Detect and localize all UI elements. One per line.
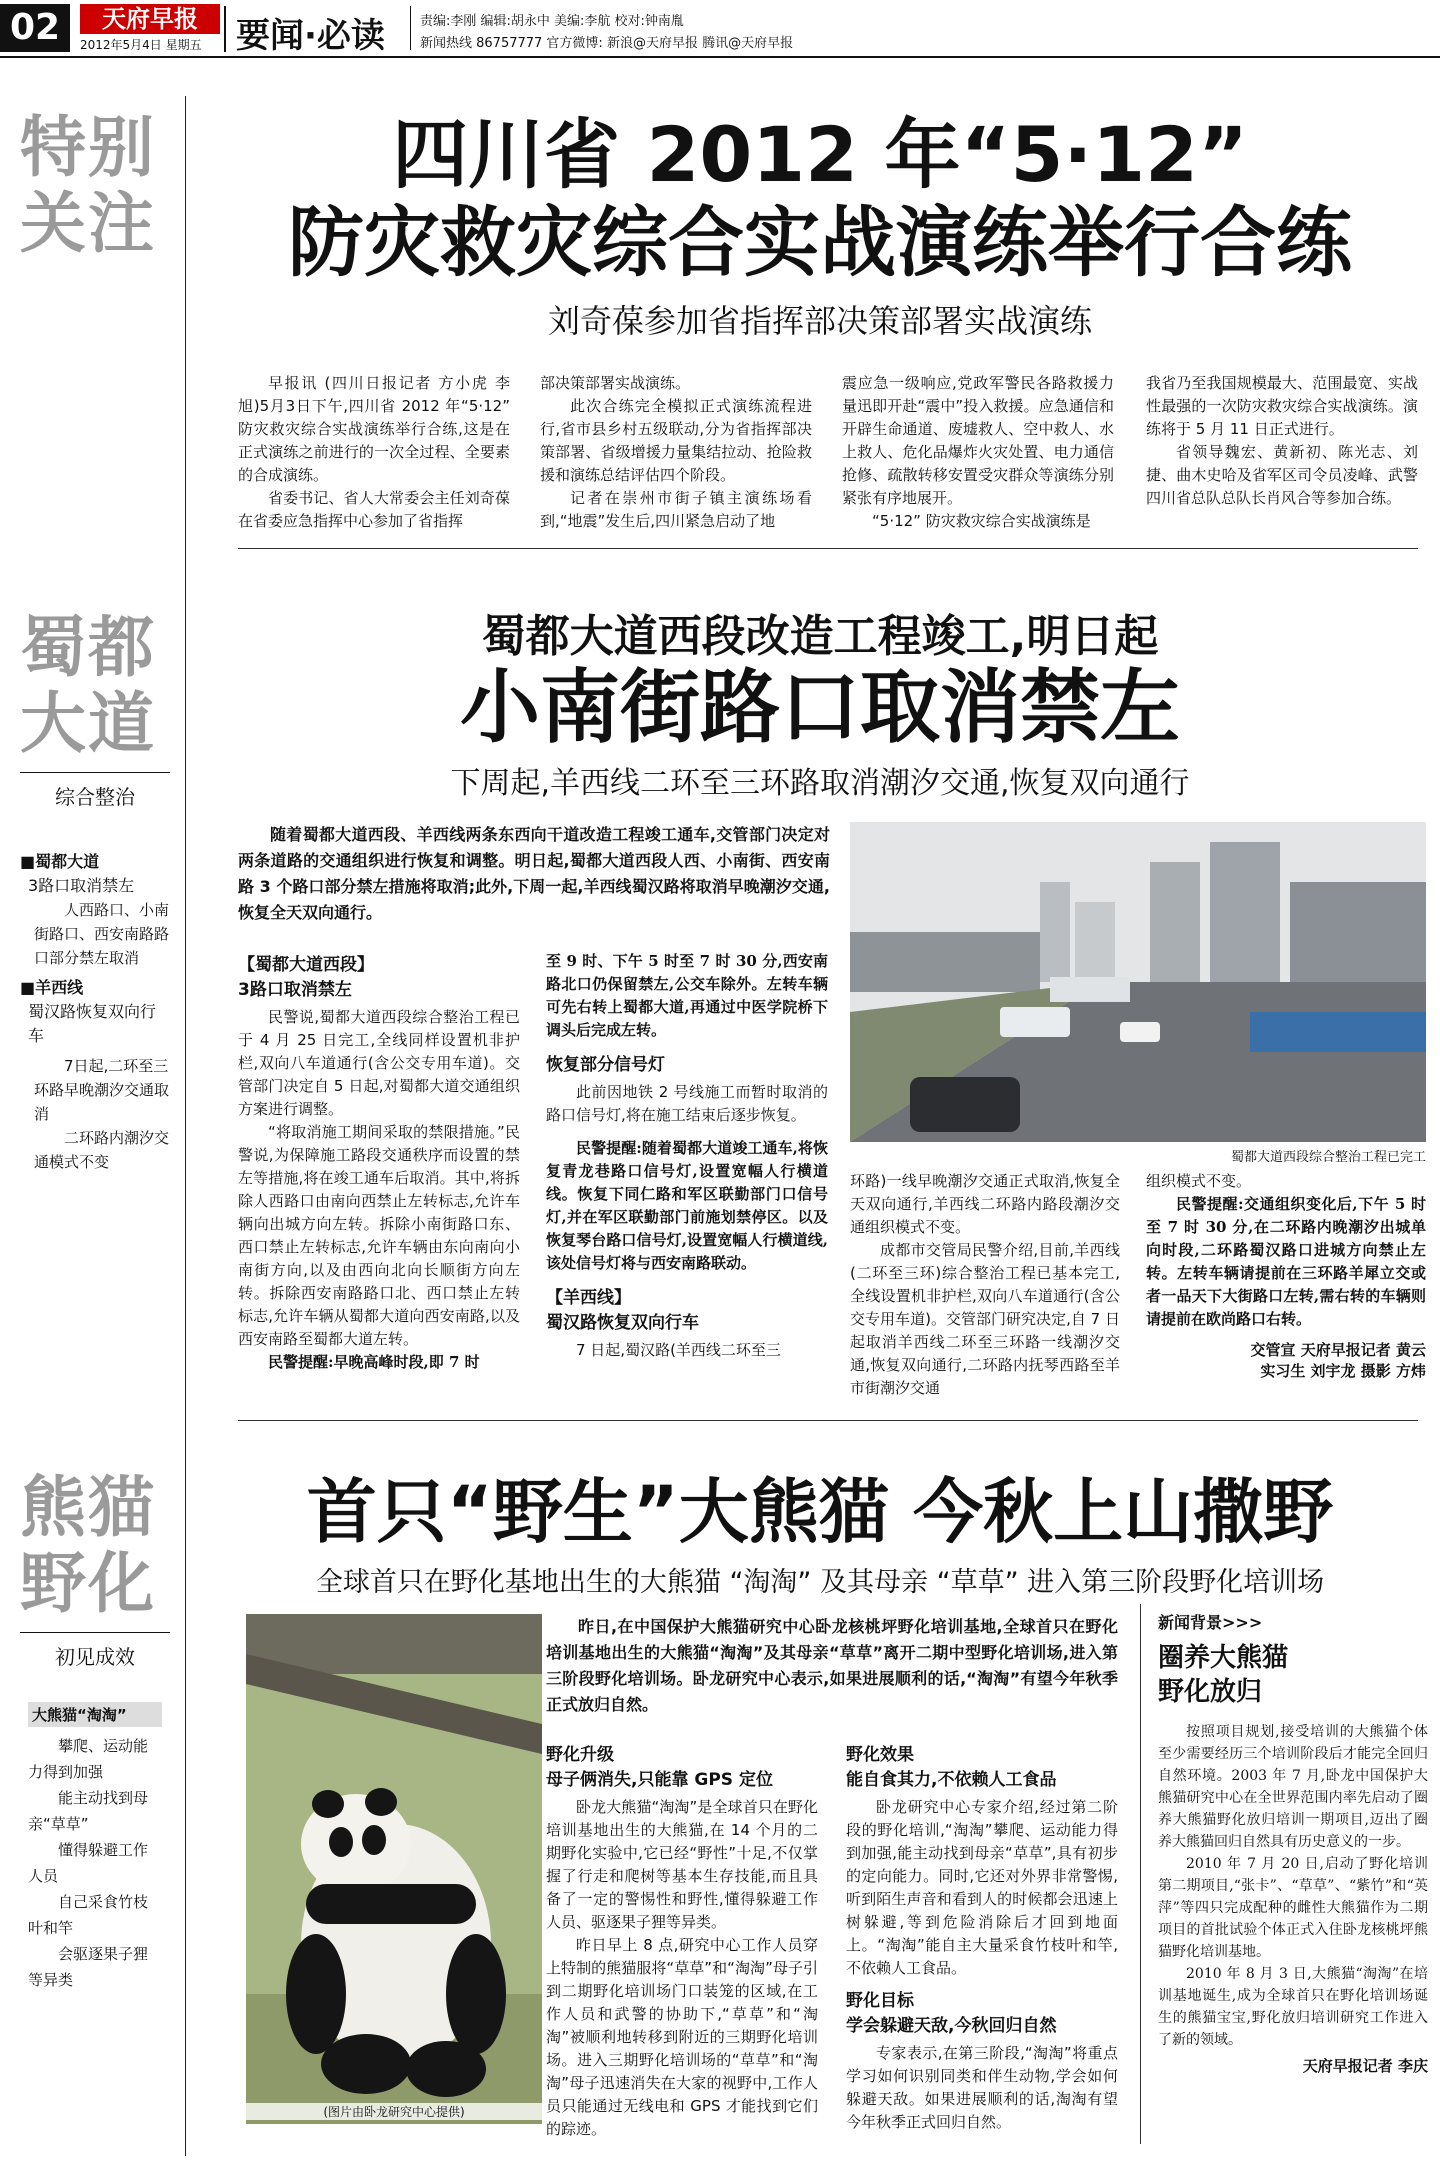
s2-kicker: 蜀都大道西段改造工程竣工,明日起	[481, 611, 1159, 662]
s2-bottom-rule	[238, 1420, 1418, 1421]
editor-credits: 责编:李刚 编辑:胡永中 美编:李航 校对:钟南胤	[420, 14, 684, 29]
s2-col2-text: 至 9 时、下午 5 时至 7 时 30 分,西安南路北口仍保留禁左,公交车除外。左转车辆可先右转上蜀都大道,再通过中医学院桥下调头后完成左转。	[546, 952, 828, 1039]
s1-side-label	[20, 110, 180, 262]
s2-col3-text: 环路)一线早晚潮汐交通正式取消,恢复全天双向通行,羊西线二环路内路段潮汐交通组织模式不变。	[850, 1172, 1120, 1236]
s3-side-line-2: 野化	[20, 1545, 156, 1622]
s3-panda-photo	[246, 1614, 542, 2124]
s1-side-line-1: 特别	[20, 109, 156, 186]
header-divider-2	[410, 6, 411, 50]
s2-col-4	[1146, 1170, 1426, 1381]
s1-subtitle: 刘奇葆参加省指挥部决策部署实战演练	[547, 302, 1092, 340]
section-title: 要闻·必读	[236, 16, 385, 56]
s2-sec2-text: 7 日起,蜀汉路(羊西线二环至三	[576, 1341, 781, 1359]
s1-col3-p1: 震应急一级响应,党政军警民各路救援力量迅即开赴“震中”投入救援。应急通信和开辟生命通道、废墟救人、空中救人、水上救人、危化品爆炸火灾处置、电力通信抢修、疏散转移安置受灾群众等演练分别紧张有序地展开。	[842, 374, 1114, 507]
s3-a-text2: 昨日早上 8 点,研究中心工作人员穿上特制的熊猫服将“草草”和“淘淘”母子引到二期野化培训场门口装笼的区域,在工作人员和武警的协助下,“草草”和“淘淘”被顺利地转移到附近的三期野化培训场。进入三期野化培训场的“草草”和“淘淘”母子迅速消失在大家的视野中,工作人员只能通过无线电和 GPS 才能找到它们的踪迹。	[546, 1936, 818, 2138]
issue-date: 2012年5月4日 星期五	[80, 38, 202, 52]
s1-col-2	[540, 372, 812, 533]
s3-c-head: 野化目标	[846, 1991, 914, 2011]
s3-bg-text3: 2010 年 8 月 3 日,大熊猫“淘淘”在培训基地诞生,成为全球首只在野化培训场诞生的熊猫宝宝,野化放归培训研究工作进入了新的领域。	[1158, 1966, 1428, 2048]
s2-lead	[238, 822, 830, 926]
header-divider	[224, 6, 226, 52]
page-number: 02	[0, 4, 70, 52]
s2-title: 小南街路口取消禁左	[460, 661, 1180, 754]
s1-col3-p2: “5·12” 防灾救灾综合实战演练是	[872, 512, 1091, 530]
s2-sec1-tip: 民警提醒:早晚高峰时段,即 7 时	[268, 1353, 480, 1371]
s2-col-3	[850, 1170, 1120, 1400]
s3-side-item-1: 攀爬、运动能力得到加强	[28, 1737, 149, 1781]
s3-a-sub: 母子俩消失,只能靠 GPS 定位	[546, 1770, 773, 1790]
side-column-rule	[185, 96, 186, 2156]
s2-col3-text2: 成都市交管局民警介绍,目前,羊西线(二环至三环)综合整治工程已基本完工,全线设置机非护栏,双向八车道通行(含公交专用车道)。交管部门研究决定,自 7 日起取消羊西线二环至三环路一线潮汐交通,恢复双向通行,二环路内抚琴西路至羊市街潮汐交通	[850, 1241, 1120, 1397]
news-hotline: 新闻热线 86757777 官方微博: 新浪@天府早报 腾讯@天府早报	[420, 36, 794, 51]
s3-side-item-5: 会驱逐果子狸等异类	[28, 1945, 149, 1989]
s2-side-text-2: 7日起,二环至三环路早晚潮汐交通取消	[34, 1057, 170, 1123]
s3-bg-title-2: 野化放归	[1158, 1677, 1263, 1707]
s3-a-head: 野化升级	[546, 1745, 614, 1765]
s3-c-text: 专家表示,在第三阶段,“淘淘”将重点学习如何识别同类和伴生动物,学会如何躲避天敌。如果进展顺利的话,淘淘有望今年秋季正式回归自然。	[846, 2044, 1118, 2131]
s2-side-line-2: 大道	[20, 685, 156, 762]
s2-col-1	[238, 950, 520, 1374]
s1-col4-p1: 我省乃至我国规模最大、范围最宽、实战性最强的一次防灾救灾综合实战演练。演练将于 5 月 11 日正式进行。	[1146, 374, 1418, 438]
s2-side-head-2: ■羊西线	[20, 978, 84, 997]
s3-side-line-1: 熊猫	[20, 1469, 156, 1546]
s3-side-head: 大熊猫“淘淘”	[28, 1702, 162, 1727]
s1-col2-p3: 记者在崇州市街子镇主演练场看到,“地震”发生后,四川紧急启动了地	[540, 489, 812, 530]
s2-subtitle: 下周起,羊西线二环至三环路取消潮汐交通,恢复双向通行	[450, 766, 1190, 801]
s2-side-head-2b: 蜀汉路恢复双向行车	[28, 1002, 157, 1045]
s3-background-rule	[1140, 1604, 1141, 2144]
panda-photo-illustration	[246, 1614, 542, 2124]
s3-side-label	[20, 1470, 180, 1622]
s2-side-text-1: 人西路口、小南街路口、西安南路路口部分禁左取消	[34, 901, 170, 967]
s3-side-item-3: 懂得躲避工作人员	[28, 1841, 149, 1885]
s2-byline-1: 交管宣 天府早报记者 黄云	[1250, 1341, 1426, 1359]
s3-bg-title-1: 圈养大熊猫	[1158, 1643, 1289, 1673]
s2-byline-2: 实习生 刘宇龙 摄影 方炜	[1260, 1362, 1426, 1380]
s3-c-sub: 学会躲避天敌,今秋回归自然	[846, 2016, 1057, 2036]
s3-background-box	[1158, 1610, 1428, 2076]
s2-lead-text: 随着蜀都大道西段、羊西线两条东西向干道改造工程竣工通车,交管部门决定对两条道路的交通组织进行恢复和调整。明日起,蜀都大道西段人西、小南街、西安南路 3 个路口部分禁左措施将取消;此外,下周一起,羊西线蜀汉路将取消早晚潮汐交通,恢复全天双向通行。	[238, 825, 830, 922]
s3-b-text: 卧龙研究中心专家介绍,经过第二阶段的野化培训,“淘淘”攀爬、运动能力得到加强,能主动找到母亲“草草”,具有初步的定向能力。同时,它还对外界非常警惕,听到陌生声音和看到人的时候都会迅速上树躲避,等到危险消除后才回到地面上。“淘淘”能自主大量采食竹枝叶和竿,不依赖人工食品。	[846, 1798, 1118, 1977]
s1-title-1: 四川省 2012 年“5·12”	[392, 110, 1248, 199]
s2-col-2	[546, 950, 828, 1362]
s2-col2-text2: 此前因地铁 2 号线施工而暂时取消的路口信号灯,将在施工结束后逐步恢复。	[546, 1083, 828, 1124]
s2-sec1-text2: “将取消施工期间采取的禁限措施。”民警说,为保障施工路段交通秩序而设置的禁左等措施,将在竣工通车后取消。其中,将拆除人西路口由南向西禁止左转标志,允许车辆向出城方向左转。拆除小南街路口东、西口禁止左转标志,允许车辆由东向南向小南街方向,以及由西向北向长顺街方向左转。拆除西安南路路口北、西口禁止左转标志,允许车辆从蜀都大道向西安南路,以及西安南路至蜀都大道左转。	[238, 1123, 520, 1348]
s2-street-photo	[850, 822, 1426, 1142]
s3-col-b	[846, 1740, 1118, 2134]
s2-side-line-1: 蜀都	[20, 609, 156, 686]
s3-side-item-2: 能主动找到母亲“草草”	[28, 1789, 149, 1833]
s1-col1-p1: 早报讯 (四川日报记者 方小虎 李旭)5月3日下午,四川省 2012 年“5·12” 防灾救灾综合实战演练举行合练,这是在正式演练之前进行的一次全过程、全要素的合成演练。	[238, 374, 510, 484]
s3-subtitle: 全球首只在野化基地出生的大熊猫 “淘淘” 及其母亲 “草草” 进入第三阶段野化培训场	[315, 1567, 1325, 1598]
s2-side-label	[20, 610, 180, 762]
s3-lead-text: 昨日,在中国保护大熊猫研究中心卧龙核桃坪野化培训基地,全球首只在野化培训基地出生的大熊猫“淘淘”及其母亲“草草”离开二期中型野化培训场,进入第三阶段野化培训场。卧龙研究中心表示,如果进展顺利的话,“淘淘”有望今年秋季正式放归自然。	[546, 1617, 1118, 1714]
s2-col4-tip: 民警提醒:交通组织变化后,下午 5 时至 7 时 30 分,在二环路内晚潮汐出城单向时段,二环路蜀汉路口进城方向禁止左转。左转车辆请提前在三环路羊犀立交或者一品天下大街路口左转,需右转的车辆则请提前在欧尚路口右转。	[1146, 1195, 1426, 1328]
s3-a-text: 卧龙大熊猫“淘淘”是全球首只在野化培训基地出生的大熊猫,在 14 个月的二期野化实验中,它已经“野性”十足,不仅掌握了行走和爬树等基本生存技能,而且具备了一定的警惕性和野性,懂得躲避工作人员、驱逐果子狸等异类。	[546, 1798, 818, 1931]
s3-side-summary	[28, 1702, 162, 1993]
s2-col2-tip: 民警提醒:随着蜀都大道竣工通车,将恢复青龙巷路口信号灯,设置宽幅人行横道线。恢复下同仁路和军区联勤部门口信号灯,并在军区联勤部门前施划禁停区。以及恢复琴台路口信号灯,设置宽幅人行横道线,该处信号灯将与西安南路联动。	[546, 1139, 828, 1272]
s3-lead	[546, 1614, 1118, 1718]
s1-bottom-rule	[238, 548, 1418, 549]
s3-side-item-4: 自己采食竹枝叶和竿	[28, 1893, 149, 1937]
s1-col1-p2: 省委书记、省人大常委会主任刘奇葆在省委应急指挥中心参加了省指挥	[238, 489, 510, 530]
s1-col4-p2: 省领导魏宏、黄新初、陈光志、刘捷、曲木史哈及省军区司令员凌峰、武警四川省总队总队长肖风合等参加合练。	[1146, 443, 1418, 507]
s2-side-head-1: ■蜀都大道	[20, 852, 100, 871]
s2-side-sub: 综合整治	[20, 772, 170, 810]
s3-col-a	[546, 1740, 818, 2141]
masthead-logo: 天府早报	[80, 4, 220, 34]
s1-col2-p1: 部决策部署实战演练。	[540, 374, 691, 392]
s3-title: 首只“野生”大熊猫 今秋上山撒野	[306, 1471, 1334, 1553]
s3-bg-text: 按照项目规划,接受培训的大熊猫个体至少需要经历三个培训阶段后才能完全回归自然环境。2003 年 7 月,卧龙中国保护大熊猫研究中心在全世界范围内率先启动了圈养大熊猫野化放归培训一期项目,迈出了圈养大熊猫回归自然具有历史意义的一步。	[1158, 1724, 1428, 1850]
s1-col-4	[1146, 372, 1418, 510]
s3-b-sub: 能自食其力,不依赖人工食品	[846, 1770, 1057, 1790]
s2-photo-caption: 蜀都大道西段综合整治工程已完工	[1230, 1150, 1426, 1165]
page-header	[0, 0, 1440, 58]
s2-sec1-text: 民警说,蜀都大道西段综合整治工程已于 4 月 25 日完工,全线同样设置机非护栏,双向八车道通行(含公交专用车道)。交管部门决定自 5 日起,对蜀都大道交通组织方案进行调整。	[238, 1008, 520, 1118]
s2-sec1-sub: 3路口取消禁左	[238, 980, 352, 1000]
s1-side-line-2: 关注	[20, 185, 156, 262]
s3-side-sub: 初见成效	[20, 1632, 170, 1670]
s3-bg-tag: 新闻背景>>>	[1158, 1613, 1263, 1632]
s1-title-2: 防灾救灾综合实战演练举行合练	[288, 198, 1352, 287]
s2-col4-text: 组织模式不变。	[1146, 1172, 1252, 1190]
s2-sec1-tag: 【蜀都大道西段】	[238, 955, 374, 975]
s2-sec2-sub: 蜀汉路恢复双向行车	[546, 1313, 699, 1333]
s3-b-head: 野化效果	[846, 1745, 914, 1765]
s1-col2-p2: 此次合练完全模拟正式演练流程进行,省市县乡村五级联动,分为省指挥部决策部署、省级增援力量集结拉动、抢险救援和演练总结评估四个阶段。	[540, 397, 812, 484]
s2-side-head-1b: 3路口取消禁左	[28, 876, 135, 895]
s1-col-3	[842, 372, 1114, 533]
s3-photo-caption: (图片由卧龙研究中心提供)	[246, 2103, 542, 2120]
s2-sec2-tag: 【羊西线】	[546, 1288, 631, 1308]
s2-side-summary	[20, 850, 170, 1174]
s2-col2-sub: 恢复部分信号灯	[546, 1055, 665, 1075]
s1-col-1	[238, 372, 510, 533]
street-photo-illustration	[850, 822, 1426, 1142]
s3-bg-text2: 2010 年 7 月 20 日,启动了野化培训第二期项目,“张卡”、“草草”、“紫竹”和“英萍”等四只完成配种的雌性大熊猫作为二期项目的首批试验个体正式入住卧龙核桃坪熊猫野化培训基地。	[1158, 1856, 1428, 1960]
s2-side-text-3: 二环路内潮汐交通模式不变	[34, 1129, 170, 1171]
s3-byline: 天府早报记者 李庆	[1302, 2057, 1428, 2075]
